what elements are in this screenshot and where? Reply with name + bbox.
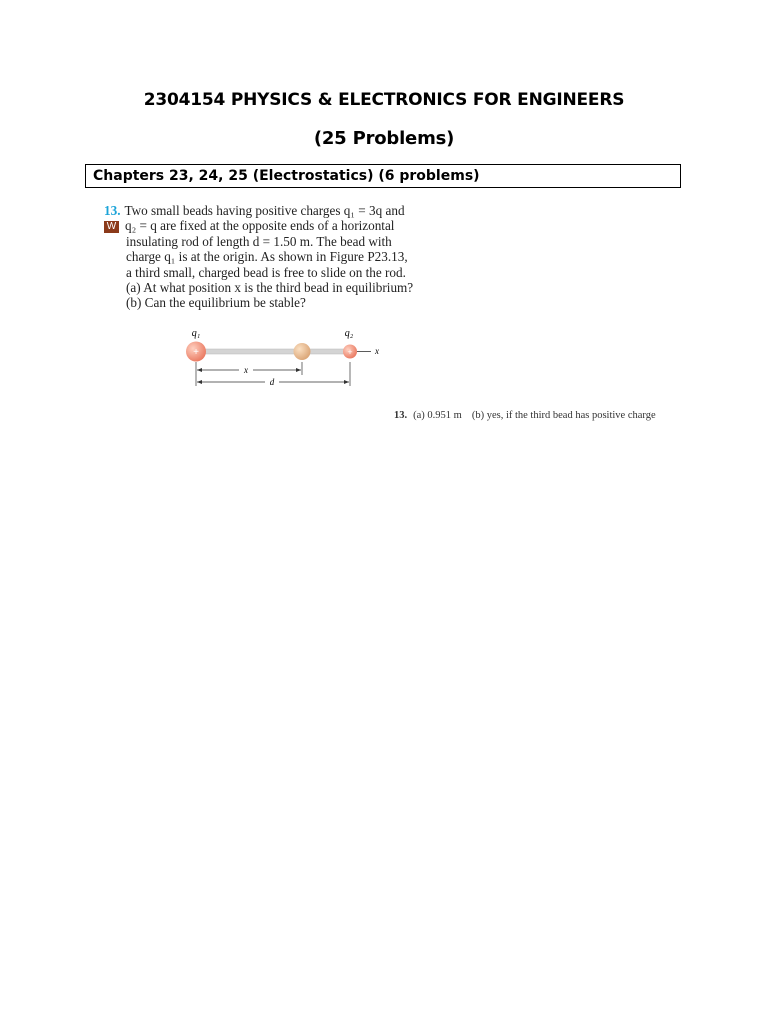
problem-line: a third small, charged bead is free to slide on the rod. [126, 264, 406, 280]
d-dimension-label: d [269, 377, 275, 387]
insulating-rod [196, 349, 350, 354]
problem-line-text: Two small beads having positive charges q₁ = 3q and [124, 203, 405, 218]
d-arrow-right [344, 380, 349, 384]
x-axis-label: x [375, 346, 379, 356]
page-title: 2304154 PHYSICS & ELECTRONICS FOR ENGINEERS [143, 90, 625, 110]
q1-label: q₁ [191, 328, 201, 339]
q2-label: q₂ [344, 328, 354, 339]
answer-part-b: (b) yes, if the third bead has positive charge [471, 410, 656, 421]
answer-line [394, 410, 656, 421]
bead-third [294, 343, 311, 360]
answer-part-a: (a) 0.951 m [413, 410, 462, 421]
bead-figure [175, 322, 395, 394]
page-subtitle: (25 Problems) [313, 128, 455, 149]
q1-plus-sign: + [193, 347, 199, 358]
q2-plus-sign: + [347, 347, 353, 357]
chapter-heading: Chapters 23, 24, 25 (Electrostatics) (6 problems) [85, 164, 681, 188]
x-dimension-label: x [244, 365, 248, 375]
x-arrow-right [296, 368, 301, 372]
x-arrow-left [197, 368, 202, 372]
problem-line [104, 203, 464, 218]
problem-line [104, 218, 464, 233]
problem-line-text: q₂ = q are fixed at the opposite ends of a horizontal [125, 218, 395, 234]
problem-number: 13. [104, 203, 121, 218]
problem-text [104, 203, 464, 311]
problem-line: (a) At what position x is the third bead in equilibrium? [126, 279, 414, 295]
web-badge: W [104, 221, 119, 233]
problem-line: charge q₁ is at the origin. As shown in Figure P23.13, [126, 249, 408, 265]
d-arrow-left [197, 380, 202, 384]
problem-line: (b) Can the equilibrium be stable? [126, 295, 306, 311]
problem-line: insulating rod of length d = 1.50 m. The bead with [126, 233, 392, 249]
answer-number: 13. [394, 410, 408, 421]
